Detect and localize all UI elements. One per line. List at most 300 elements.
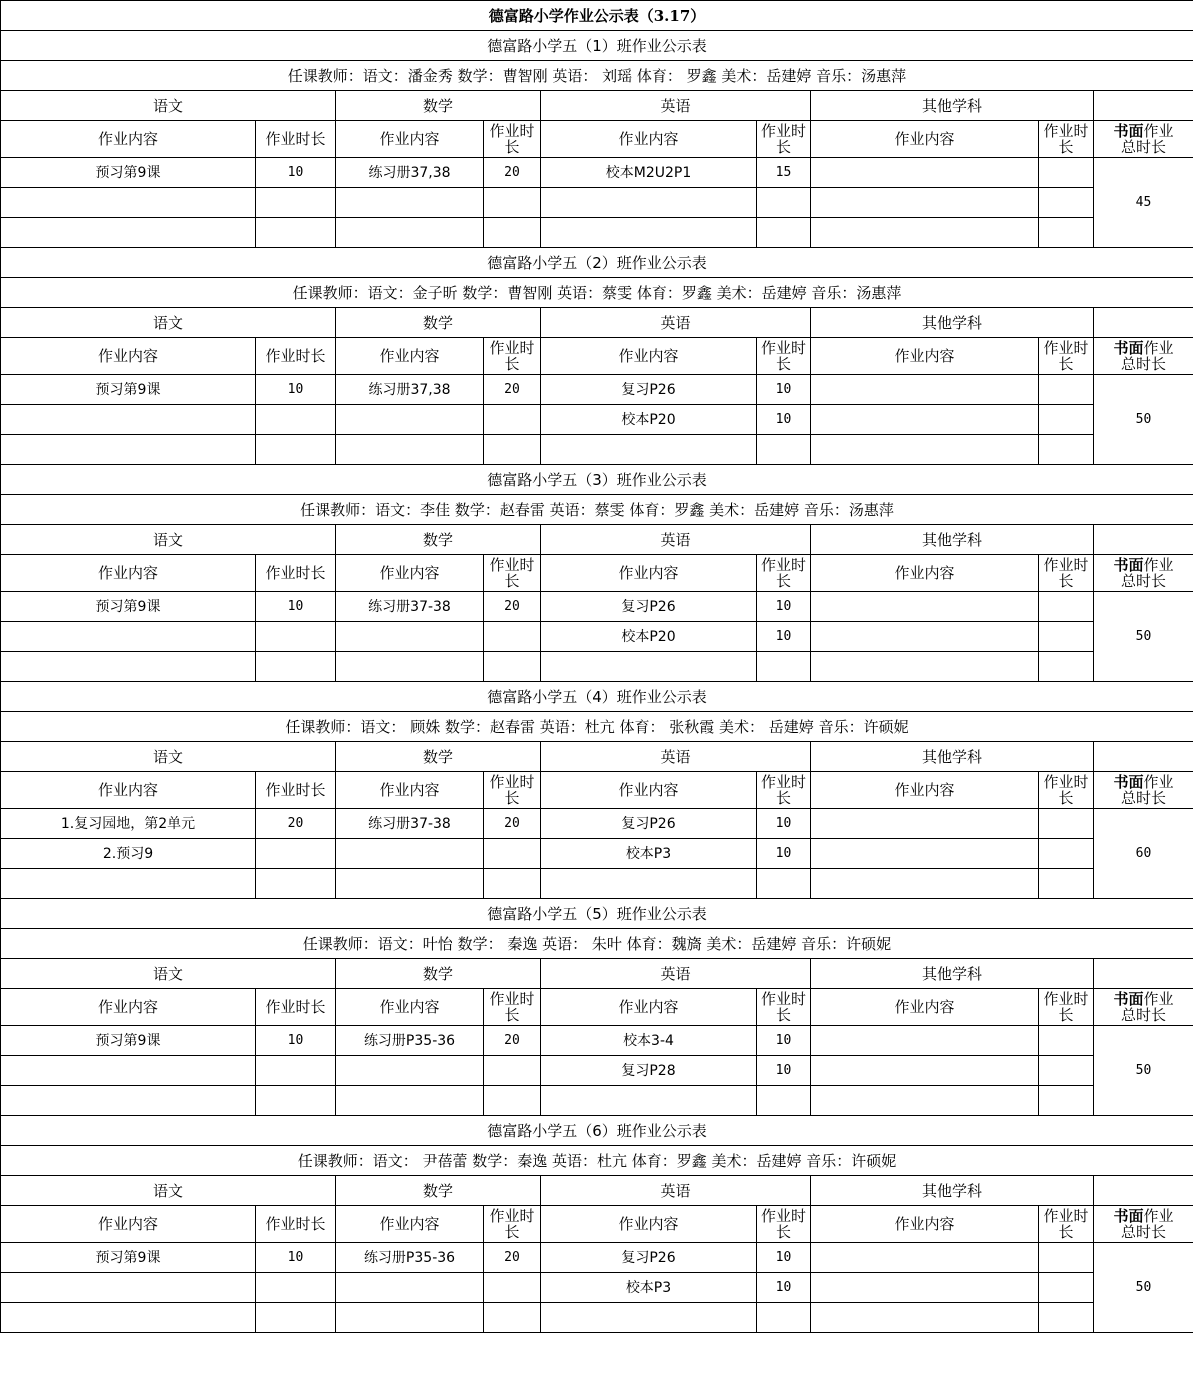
chinese-duration: 10 — [256, 1243, 336, 1273]
homework-row — [1, 869, 1193, 899]
other-content — [811, 1303, 1039, 1333]
content-header: 作业内容 — [336, 1206, 484, 1243]
duration-header: 作业时长 — [1039, 989, 1094, 1026]
math-duration: 20 — [484, 1243, 541, 1273]
duration-header: 作业时长 — [484, 555, 541, 592]
duration-header: 作业时长 — [484, 121, 541, 158]
total-duration-header — [1094, 989, 1193, 1026]
english-content — [541, 652, 757, 682]
other-duration — [1039, 592, 1094, 622]
math-content — [336, 218, 484, 248]
english-content: 校本P3 — [541, 1273, 757, 1303]
duration-header: 作业时长 — [757, 555, 811, 592]
teacher-list: 任课教师：语文：潘金秀 数学：曹智刚 英语： 刘瑶 体育： 罗鑫 美术：岳建婷 音乐：汤惠萍 — [1, 61, 1193, 91]
total-header-part: 作业 — [1143, 990, 1174, 1008]
homework-row — [1, 158, 1193, 188]
homework-row — [1, 1243, 1193, 1273]
total-header-bold: 书面 — [1113, 1207, 1144, 1225]
subject-chinese-header: 语文 — [1, 308, 336, 338]
teacher-list: 任课教师：语文： 尹蓓蕾 数学：秦逸 英语：杜亢 体育：罗鑫 美术：岳建婷 音乐：许硕妮 — [1, 1146, 1193, 1176]
chinese-content — [1, 1303, 256, 1333]
english-content — [541, 218, 757, 248]
chinese-duration — [256, 869, 336, 899]
content-header: 作业内容 — [541, 1206, 757, 1243]
column-header-row — [1, 338, 1193, 375]
chinese-content — [1, 405, 256, 435]
content-header: 作业内容 — [336, 121, 484, 158]
math-duration — [484, 652, 541, 682]
subject-english-header: 英语 — [541, 742, 811, 772]
english-duration — [757, 652, 811, 682]
chinese-duration — [256, 839, 336, 869]
chinese-content — [1, 869, 256, 899]
other-duration — [1039, 1086, 1094, 1116]
column-header-row — [1, 989, 1193, 1026]
subject-chinese-header: 语文 — [1, 525, 336, 555]
chinese-content — [1, 1056, 256, 1086]
other-content — [811, 839, 1039, 869]
math-duration: 20 — [484, 1026, 541, 1056]
math-duration — [484, 869, 541, 899]
subject-math-header: 数学 — [336, 525, 541, 555]
subject-blank-cell — [1094, 91, 1193, 121]
subject-chinese-header: 语文 — [1, 959, 336, 989]
duration-header: 作业时长 — [1039, 772, 1094, 809]
total-header-part: 作业 — [1143, 556, 1174, 574]
content-header: 作业内容 — [811, 772, 1039, 809]
math-duration — [484, 218, 541, 248]
duration-header: 作业时长 — [256, 338, 336, 375]
total-duration-header — [1094, 121, 1193, 158]
math-duration — [484, 405, 541, 435]
homework-row — [1, 375, 1193, 405]
subject-math-header: 数学 — [336, 742, 541, 772]
chinese-content — [1, 435, 256, 465]
other-content — [811, 188, 1039, 218]
chinese-content — [1, 1273, 256, 1303]
total-duration-header — [1094, 555, 1193, 592]
other-duration — [1039, 1026, 1094, 1056]
subject-header-row — [1, 959, 1193, 989]
english-content: 复习P26 — [541, 375, 757, 405]
content-header: 作业内容 — [541, 772, 757, 809]
chinese-duration — [256, 1056, 336, 1086]
math-content: 练习册37-38 — [336, 809, 484, 839]
content-header: 作业内容 — [336, 338, 484, 375]
other-content — [811, 869, 1039, 899]
chinese-content: 预习第9课 — [1, 1026, 256, 1056]
teacher-row — [1, 61, 1193, 91]
class-title-row — [1, 899, 1193, 929]
subject-other-header: 其他学科 — [811, 91, 1094, 121]
other-content — [811, 1026, 1039, 1056]
chinese-content: 2.预习9 — [1, 839, 256, 869]
homework-row — [1, 1026, 1193, 1056]
total-header-part: 总时长 — [1120, 138, 1166, 156]
duration-header: 作业时长 — [484, 1206, 541, 1243]
english-content: 校本P20 — [541, 622, 757, 652]
english-duration: 10 — [757, 1026, 811, 1056]
class-title: 德富路小学五（6）班作业公示表 — [1, 1116, 1193, 1146]
duration-header: 作业时长 — [1039, 1206, 1094, 1243]
other-duration — [1039, 188, 1094, 218]
sheet-title: 德富路小学作业公示表（3.17） — [1, 1, 1193, 31]
english-duration: 10 — [757, 375, 811, 405]
class-title: 德富路小学五（1）班作业公示表 — [1, 31, 1193, 61]
other-content — [811, 218, 1039, 248]
total-header-part: 作业 — [1143, 339, 1174, 357]
duration-header: 作业时长 — [757, 121, 811, 158]
duration-header: 作业时长 — [256, 989, 336, 1026]
class-title-row — [1, 248, 1193, 278]
chinese-content: 预习第9课 — [1, 1243, 256, 1273]
chinese-duration — [256, 622, 336, 652]
content-header: 作业内容 — [811, 338, 1039, 375]
duration-header: 作业时长 — [757, 772, 811, 809]
math-content — [336, 869, 484, 899]
subject-english-header: 英语 — [541, 959, 811, 989]
duration-header: 作业时长 — [1039, 121, 1094, 158]
english-duration — [757, 869, 811, 899]
class-title-row — [1, 465, 1193, 495]
duration-header: 作业时长 — [256, 1206, 336, 1243]
homework-row — [1, 405, 1193, 435]
content-header: 作业内容 — [336, 989, 484, 1026]
content-header: 作业内容 — [811, 121, 1039, 158]
total-header-part: 总时长 — [1120, 355, 1166, 373]
math-content — [336, 188, 484, 218]
other-content — [811, 405, 1039, 435]
math-content: 练习册37,38 — [336, 158, 484, 188]
class-title-row — [1, 1116, 1193, 1146]
class-title-row — [1, 31, 1193, 61]
subject-header-row — [1, 525, 1193, 555]
class-title: 德富路小学五（5）班作业公示表 — [1, 899, 1193, 929]
chinese-duration — [256, 1086, 336, 1116]
total-header-bold: 书面 — [1113, 556, 1144, 574]
chinese-content: 1.复习园地，第2单元 — [1, 809, 256, 839]
other-duration — [1039, 158, 1094, 188]
other-content — [811, 592, 1039, 622]
teacher-list: 任课教师：语文：金子昕 数学：曹智刚 英语：蔡雯 体育：罗鑫 美术：岳建婷 音乐：汤惠萍 — [1, 278, 1193, 308]
math-content — [336, 1056, 484, 1086]
other-content — [811, 622, 1039, 652]
content-header: 作业内容 — [811, 555, 1039, 592]
other-content — [811, 1243, 1039, 1273]
other-duration — [1039, 1273, 1094, 1303]
teacher-row — [1, 278, 1193, 308]
subject-english-header: 英语 — [541, 525, 811, 555]
total-header-bold: 书面 — [1113, 990, 1144, 1008]
chinese-duration — [256, 1273, 336, 1303]
subject-blank-cell — [1094, 525, 1193, 555]
chinese-duration — [256, 405, 336, 435]
duration-header: 作业时长 — [757, 989, 811, 1026]
total-duration: 45 — [1094, 158, 1193, 248]
chinese-duration — [256, 188, 336, 218]
duration-header: 作业时长 — [484, 772, 541, 809]
english-duration — [757, 435, 811, 465]
english-duration — [757, 188, 811, 218]
homework-row — [1, 1086, 1193, 1116]
english-duration: 10 — [757, 1243, 811, 1273]
english-duration: 15 — [757, 158, 811, 188]
chinese-content: 预习第9课 — [1, 375, 256, 405]
total-header-part: 作业 — [1143, 122, 1174, 140]
other-duration — [1039, 1303, 1094, 1333]
content-header: 作业内容 — [336, 555, 484, 592]
english-duration: 10 — [757, 809, 811, 839]
chinese-duration: 20 — [256, 809, 336, 839]
duration-header: 作业时长 — [484, 338, 541, 375]
duration-header: 作业时长 — [757, 1206, 811, 1243]
other-duration — [1039, 839, 1094, 869]
math-content: 练习册37,38 — [336, 375, 484, 405]
total-header-part: 总时长 — [1120, 1223, 1166, 1241]
teacher-list: 任课教师：语文：李佳 数学：赵春雷 英语：蔡雯 体育：罗鑫 美术：岳建婷 音乐：汤惠萍 — [1, 495, 1193, 525]
content-header: 作业内容 — [1, 989, 256, 1026]
column-header-row — [1, 772, 1193, 809]
duration-header: 作业时长 — [256, 555, 336, 592]
content-header: 作业内容 — [1, 555, 256, 592]
subject-other-header: 其他学科 — [811, 742, 1094, 772]
subject-header-row — [1, 742, 1193, 772]
subject-math-header: 数学 — [336, 959, 541, 989]
other-duration — [1039, 809, 1094, 839]
english-duration: 10 — [757, 1056, 811, 1086]
subject-blank-cell — [1094, 308, 1193, 338]
subject-math-header: 数学 — [336, 91, 541, 121]
chinese-duration — [256, 435, 336, 465]
class-title: 德富路小学五（4）班作业公示表 — [1, 682, 1193, 712]
chinese-duration: 10 — [256, 375, 336, 405]
english-content: 复习P26 — [541, 1243, 757, 1273]
math-content — [336, 652, 484, 682]
chinese-duration: 10 — [256, 158, 336, 188]
chinese-duration: 10 — [256, 592, 336, 622]
duration-header: 作业时长 — [757, 338, 811, 375]
subject-other-header: 其他学科 — [811, 1176, 1094, 1206]
other-content — [811, 809, 1039, 839]
chinese-duration — [256, 218, 336, 248]
math-duration — [484, 1056, 541, 1086]
total-duration-header — [1094, 338, 1193, 375]
math-duration — [484, 188, 541, 218]
subject-chinese-header: 语文 — [1, 91, 336, 121]
total-duration-header — [1094, 1206, 1193, 1243]
total-duration: 50 — [1094, 1243, 1193, 1333]
subject-math-header: 数学 — [336, 308, 541, 338]
homework-row — [1, 652, 1193, 682]
homework-row — [1, 188, 1193, 218]
total-header-part: 总时长 — [1120, 789, 1166, 807]
other-duration — [1039, 405, 1094, 435]
homework-row — [1, 592, 1193, 622]
english-content — [541, 435, 757, 465]
chinese-content — [1, 622, 256, 652]
subject-other-header: 其他学科 — [811, 525, 1094, 555]
math-content — [336, 435, 484, 465]
duration-header: 作业时长 — [256, 121, 336, 158]
english-content — [541, 869, 757, 899]
teacher-row — [1, 1146, 1193, 1176]
other-content — [811, 1273, 1039, 1303]
other-content — [811, 435, 1039, 465]
class-title-row — [1, 682, 1193, 712]
homework-row — [1, 1273, 1193, 1303]
math-duration — [484, 1086, 541, 1116]
total-duration: 60 — [1094, 809, 1193, 899]
english-duration — [757, 1303, 811, 1333]
math-content — [336, 839, 484, 869]
english-content — [541, 188, 757, 218]
subject-header-row — [1, 91, 1193, 121]
homework-row — [1, 218, 1193, 248]
total-header-part: 作业 — [1143, 773, 1174, 791]
teacher-list: 任课教师：语文：叶怡 数学： 秦逸 英语： 朱叶 体育：魏旖 美术：岳建婷 音乐：许硕妮 — [1, 929, 1193, 959]
duration-header: 作业时长 — [484, 989, 541, 1026]
total-header-bold: 书面 — [1113, 773, 1144, 791]
teacher-row — [1, 929, 1193, 959]
teacher-row — [1, 712, 1193, 742]
subject-other-header: 其他学科 — [811, 959, 1094, 989]
column-header-row — [1, 121, 1193, 158]
class-title: 德富路小学五（2）班作业公示表 — [1, 248, 1193, 278]
content-header: 作业内容 — [541, 121, 757, 158]
math-duration — [484, 1303, 541, 1333]
homework-row — [1, 622, 1193, 652]
subject-english-header: 英语 — [541, 308, 811, 338]
chinese-duration — [256, 1303, 336, 1333]
english-duration: 10 — [757, 1273, 811, 1303]
duration-header: 作业时长 — [256, 772, 336, 809]
column-header-row — [1, 555, 1193, 592]
chinese-duration: 10 — [256, 1026, 336, 1056]
duration-header: 作业时长 — [1039, 555, 1094, 592]
content-header: 作业内容 — [541, 989, 757, 1026]
chinese-content — [1, 1086, 256, 1116]
math-content — [336, 1273, 484, 1303]
other-duration — [1039, 435, 1094, 465]
english-content: 复习P28 — [541, 1056, 757, 1086]
total-header-part: 总时长 — [1120, 1006, 1166, 1024]
class-title: 德富路小学五（3）班作业公示表 — [1, 465, 1193, 495]
subject-blank-cell — [1094, 742, 1193, 772]
math-duration — [484, 1273, 541, 1303]
chinese-content — [1, 218, 256, 248]
content-header: 作业内容 — [336, 772, 484, 809]
teacher-row — [1, 495, 1193, 525]
content-header: 作业内容 — [1, 772, 256, 809]
other-content — [811, 158, 1039, 188]
content-header: 作业内容 — [1, 121, 256, 158]
math-content — [336, 622, 484, 652]
english-duration: 10 — [757, 592, 811, 622]
content-header: 作业内容 — [811, 989, 1039, 1026]
other-content — [811, 652, 1039, 682]
subject-chinese-header: 语文 — [1, 1176, 336, 1206]
english-duration: 10 — [757, 839, 811, 869]
other-duration — [1039, 375, 1094, 405]
homework-row — [1, 839, 1193, 869]
subject-header-row — [1, 1176, 1193, 1206]
subject-blank-cell — [1094, 1176, 1193, 1206]
english-content: 复习P26 — [541, 592, 757, 622]
chinese-content — [1, 188, 256, 218]
math-duration — [484, 622, 541, 652]
chinese-duration — [256, 652, 336, 682]
english-duration: 10 — [757, 622, 811, 652]
column-header-row — [1, 1206, 1193, 1243]
content-header: 作业内容 — [541, 338, 757, 375]
other-duration — [1039, 869, 1094, 899]
other-duration — [1039, 652, 1094, 682]
english-content: 校本P20 — [541, 405, 757, 435]
math-duration — [484, 435, 541, 465]
other-duration — [1039, 218, 1094, 248]
total-header-part: 作业 — [1143, 1207, 1174, 1225]
math-content — [336, 1086, 484, 1116]
content-header: 作业内容 — [1, 338, 256, 375]
homework-row — [1, 1056, 1193, 1086]
homework-row — [1, 435, 1193, 465]
other-content — [811, 1086, 1039, 1116]
english-content — [541, 1303, 757, 1333]
chinese-content: 预习第9课 — [1, 158, 256, 188]
chinese-content: 预习第9课 — [1, 592, 256, 622]
other-duration — [1039, 622, 1094, 652]
content-header: 作业内容 — [541, 555, 757, 592]
math-duration — [484, 839, 541, 869]
teacher-list: 任课教师：语文： 顾姝 数学：赵春雷 英语：杜亢 体育： 张秋霞 美术： 岳建婷 音乐：许硕妮 — [1, 712, 1193, 742]
english-content: 校本P3 — [541, 839, 757, 869]
subject-other-header: 其他学科 — [811, 308, 1094, 338]
english-content: 复习P26 — [541, 809, 757, 839]
content-header: 作业内容 — [1, 1206, 256, 1243]
total-duration: 50 — [1094, 375, 1193, 465]
english-content: 校本3-4 — [541, 1026, 757, 1056]
subject-math-header: 数学 — [336, 1176, 541, 1206]
chinese-content — [1, 652, 256, 682]
english-duration — [757, 1086, 811, 1116]
math-duration: 20 — [484, 375, 541, 405]
english-content: 校本M2U2P1 — [541, 158, 757, 188]
homework-row — [1, 809, 1193, 839]
math-content: 练习册37-38 — [336, 592, 484, 622]
subject-chinese-header: 语文 — [1, 742, 336, 772]
english-duration: 10 — [757, 405, 811, 435]
total-header-bold: 书面 — [1113, 122, 1144, 140]
math-duration: 20 — [484, 809, 541, 839]
other-duration — [1039, 1056, 1094, 1086]
total-duration: 50 — [1094, 1026, 1193, 1116]
english-content — [541, 1086, 757, 1116]
english-duration — [757, 218, 811, 248]
subject-blank-cell — [1094, 959, 1193, 989]
subject-english-header: 英语 — [541, 1176, 811, 1206]
math-content — [336, 405, 484, 435]
other-duration — [1039, 1243, 1094, 1273]
math-content — [336, 1303, 484, 1333]
total-duration-header — [1094, 772, 1193, 809]
homework-row — [1, 1303, 1193, 1333]
content-header: 作业内容 — [811, 1206, 1039, 1243]
other-content — [811, 375, 1039, 405]
math-duration: 20 — [484, 158, 541, 188]
total-duration: 50 — [1094, 592, 1193, 682]
math-content: 练习册P35-36 — [336, 1026, 484, 1056]
math-duration: 20 — [484, 592, 541, 622]
